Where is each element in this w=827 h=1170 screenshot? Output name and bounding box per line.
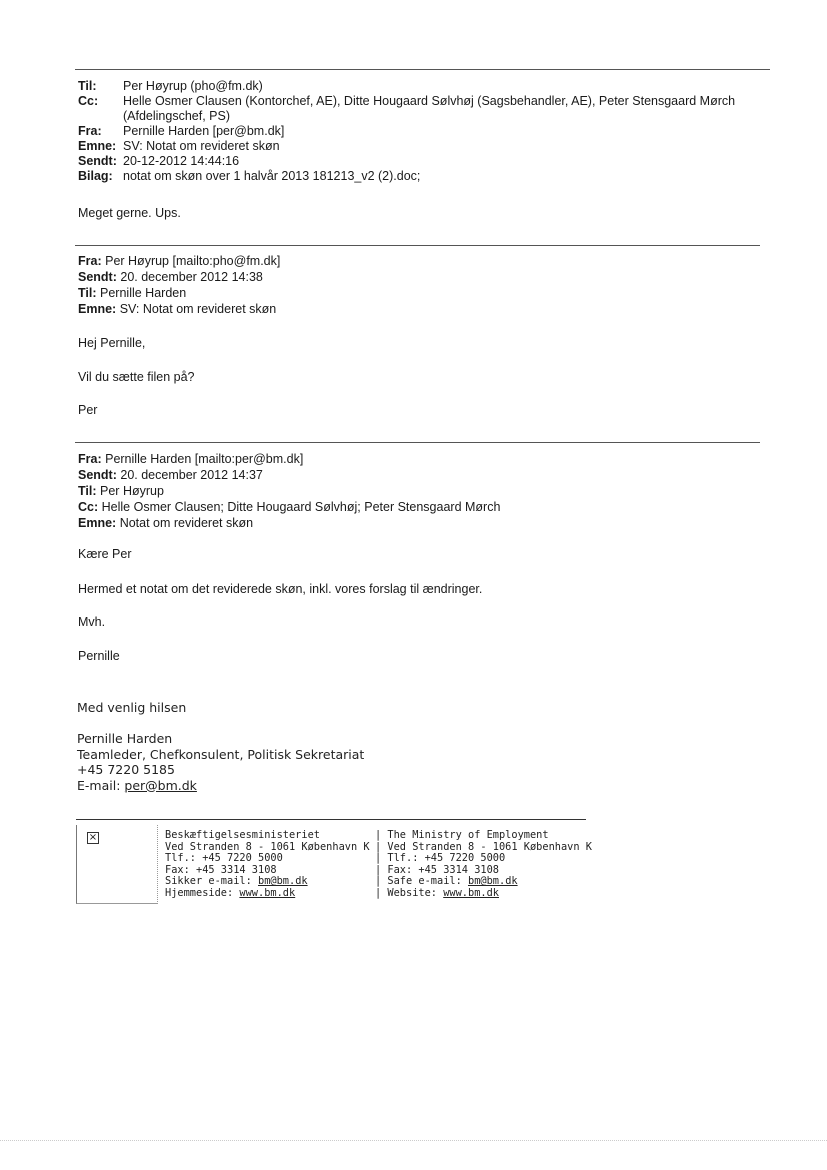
email3-cc: Helle Osmer Clausen; Ditte Hougaard Sølvhøj; Peter Stensgaard Mørch — [101, 500, 501, 514]
signature-email-label: E-mail: — [77, 777, 125, 793]
signature-title: Teamleder, Chefkonsulent, Politisk Sekretariat — [77, 746, 365, 762]
email1-attachment: notat om skøn over 1 halvår 2013 181213_v2 (2).doc; — [123, 169, 421, 183]
footer-da-secure-label: Sikker e-mail: — [165, 875, 258, 888]
sent-label: Sendt: — [78, 154, 117, 168]
sent-label: Sendt: — [78, 468, 117, 482]
signature-email-row — [77, 778, 364, 794]
email3-sent: 20. december 2012 14:37 — [120, 468, 263, 482]
to-label: Til: — [78, 79, 97, 93]
email1-subject-row — [78, 139, 758, 154]
footer-danish-contact — [165, 830, 370, 900]
email3-signoff: Pernille — [78, 649, 120, 663]
email2-from: Per Høyrup [mailto:pho@fm.dk] — [105, 254, 281, 268]
email3-divider — [75, 442, 760, 443]
email2-greeting: Hej Pernille, — [78, 336, 146, 350]
subject-label: Emne: — [78, 302, 117, 316]
signature-email-link[interactable]: per@bm.dk — [124, 777, 197, 793]
cc-label: Cc: — [78, 94, 99, 108]
footer-en-web-label: | Website: — [375, 886, 444, 899]
email3-subject: Notat om revideret skøn — [119, 516, 254, 530]
email2-signoff: Per — [78, 403, 98, 417]
footer-en-org: | The Ministry of Employment — [375, 829, 549, 841]
email2-body: Vil du sætte filen på? — [78, 370, 195, 384]
email1-from-row — [78, 124, 758, 139]
email3-to: Per Høyrup — [100, 484, 164, 498]
email1-sent-row — [78, 154, 758, 169]
from-label: Fra: — [78, 124, 102, 138]
footer-da-org: Beskæftigelsesministeriet — [165, 829, 320, 841]
sent-label: Sendt: — [78, 270, 117, 284]
footer-en-address: | Ved Stranden 8 - 1061 København K — [375, 840, 592, 853]
signature-phone: +45 7220 5185 — [77, 762, 175, 777]
top-divider — [75, 69, 770, 70]
footer-en-secure-link[interactable]: bm@bm.dk — [468, 875, 518, 888]
from-label: Fra: — [78, 254, 102, 268]
email3-from: Pernille Harden [mailto:per@bm.dk] — [105, 452, 304, 466]
email1-cc-line1: Helle Osmer Clausen (Kontorchef, AE), Ditte Hougaard Sølvhøj (Sagsbehandler, AE), Peter Stensgaard Mørch — [123, 94, 736, 108]
footer-en-fax: | Fax: +45 3314 3108 — [375, 863, 499, 876]
from-label: Fra: — [78, 452, 102, 466]
email1-to: Per Høyrup (pho@fm.dk) — [123, 79, 263, 93]
email3-to-row — [78, 483, 500, 499]
footer-divider — [76, 819, 586, 820]
email3-sent-row — [78, 467, 500, 483]
email3-header — [78, 451, 500, 531]
signature-greeting: Med venlig hilsen — [77, 700, 187, 715]
email3-subject-row — [78, 515, 500, 531]
scan-bottom-edge — [0, 1140, 827, 1141]
email2-sent-row — [78, 269, 280, 285]
email1-cc-line2: (Afdelingschef, PS) — [123, 109, 230, 123]
subject-label: Emne: — [78, 516, 117, 530]
footer-da-secure-link[interactable]: bm@bm.dk — [258, 875, 308, 888]
email1-body: Meget gerne. Ups. — [78, 206, 181, 220]
email3-from-row — [78, 451, 500, 467]
to-label: Til: — [78, 484, 97, 498]
footer-da-web-label: Hjemmeside: — [165, 886, 240, 899]
email1-to-row — [78, 79, 758, 94]
email2-to: Pernille Harden — [100, 286, 187, 300]
email2-subject: SV: Notat om revideret skøn — [119, 302, 277, 316]
email2-subject-row — [78, 301, 280, 317]
email1-attachment-row — [78, 169, 758, 184]
email3-body: Hermed et notat om det reviderede skøn, inkl. vores forslag til ændringer. — [78, 582, 483, 596]
footer-en-phone: | Tlf.: +45 7220 5000 — [375, 852, 506, 865]
signature-block — [77, 731, 364, 793]
broken-image-icon: × — [88, 832, 98, 843]
email1-sent: 20-12-2012 14:44:16 — [123, 154, 240, 168]
email2-from-row — [78, 253, 280, 269]
footer-en-web-link[interactable]: www.bm.dk — [443, 886, 499, 899]
email1-subject: SV: Notat om revideret skøn — [123, 139, 280, 153]
attachment-label: Bilag: — [78, 169, 113, 183]
footer-da-address: Ved Stranden 8 - 1061 København K — [165, 840, 370, 853]
signature-name: Pernille Harden — [77, 731, 173, 746]
email2-header — [78, 253, 280, 317]
footer-da-web-link[interactable]: www.bm.dk — [239, 886, 296, 899]
email3-closing: Mvh. — [78, 615, 106, 629]
footer-da-phone: Tlf.: +45 7220 5000 — [165, 852, 283, 865]
to-label: Til: — [78, 286, 97, 300]
email1-from: Pernille Harden [per@bm.dk] — [123, 124, 285, 138]
email3-greeting: Kære Per — [78, 547, 132, 561]
subject-label: Emne: — [78, 139, 117, 153]
email1-cc — [123, 94, 758, 124]
footer-da-web-row — [165, 888, 370, 900]
email2-divider — [75, 245, 760, 246]
footer-da-fax: Fax: +45 3314 3108 — [165, 863, 277, 876]
footer-logo-placeholder — [76, 825, 158, 904]
email2-sent: 20. december 2012 14:38 — [120, 270, 263, 284]
email1-header — [78, 79, 758, 184]
email1-cc-row — [78, 94, 758, 124]
email3-cc-row — [78, 499, 500, 515]
footer-en-secure-label: | Safe e-mail: — [375, 875, 468, 888]
email2-to-row — [78, 285, 280, 301]
footer-english-contact — [375, 830, 592, 900]
cc-label: Cc: — [78, 500, 99, 514]
footer-en-web-row — [375, 888, 592, 900]
